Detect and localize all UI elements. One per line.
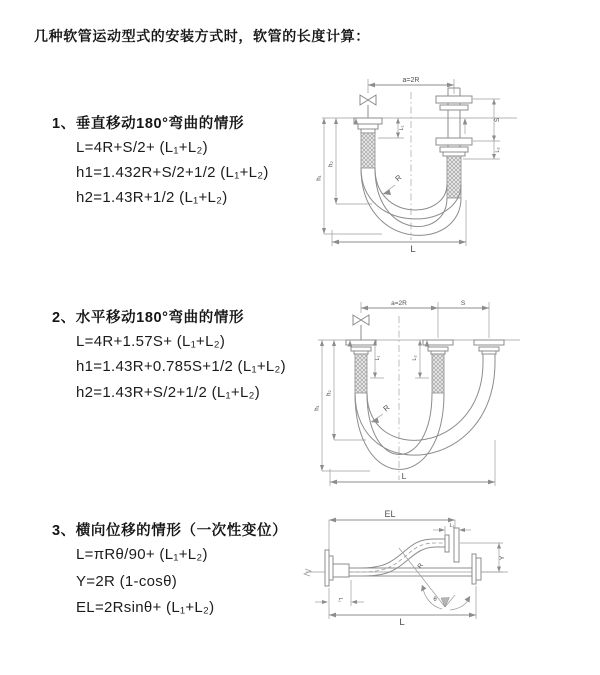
section-1-formula-h2: h2=1.43R+1/2 (L₁+L₂): [76, 189, 228, 206]
d3-dim-el: [329, 509, 455, 552]
valve-icon: [360, 95, 376, 118]
d2-dim-a2r: [361, 300, 489, 338]
diagram-lateral-displacement: [302, 510, 517, 628]
d3-left-flange: [325, 550, 349, 586]
d2-label-l1: L₁: [375, 355, 381, 361]
d3-label-l1-bottom: L₁: [337, 597, 343, 603]
d1-label-a2r: a=2R: [402, 77, 420, 84]
d2-dim-l1: [370, 340, 384, 378]
d3-dim-l1-bottom: [315, 580, 364, 606]
d1-dim-a2r: [368, 77, 454, 94]
section-1-formula-l: L=4R+S/2+ (L₁+L₂): [76, 139, 208, 156]
d1-label-r: R: [393, 172, 404, 184]
d3-label-theta: θ: [433, 597, 437, 603]
section-3-heading: 3、横向位移的情形（一次性变位）: [52, 523, 288, 539]
diagram-vertical-180-bend: [310, 72, 578, 254]
section-3-formula-l: L=πRθ/90+ (L₁+L₂): [76, 546, 208, 563]
d3-label-el: EL: [384, 509, 396, 519]
d2-label-h2: h₂: [326, 390, 333, 396]
d2-radius-label: [371, 403, 392, 423]
d3-hose-curve: [349, 528, 459, 576]
section-1-formula-h1: h1=1.432R+S/2+1/2 (L₁+L₂): [76, 164, 269, 181]
d2-label-l2: L₂: [412, 355, 418, 361]
d2-label-s: S: [460, 300, 466, 307]
section-2-formula-l: L=4R+1.57S+ (L₁+L₂): [76, 333, 226, 350]
section-2-formula-h1: h1=1.43R+0.785S+1/2 (L₁+L₂): [76, 358, 286, 375]
d2-label-l: L: [401, 471, 407, 481]
section-3-formula-y: Y=2R (1-cosθ): [76, 573, 178, 590]
d2-label-r: R: [381, 402, 392, 414]
section-1-heading: 1、垂直移动180°弯曲的情形: [52, 116, 245, 132]
page-title: 几种软管运动型式的安装方式时，软管的长度计算：: [34, 28, 370, 44]
section-2-heading: 2、水平移动180°弯曲的情形: [52, 310, 245, 326]
valve-icon: [353, 315, 369, 340]
d2-dim-s: [438, 300, 489, 310]
diagram-horizontal-180-bend: [308, 290, 585, 490]
d3-dim-l1-top: [433, 523, 471, 534]
d2-label-h1: h₁: [314, 405, 321, 411]
d1-dim-s: [473, 99, 501, 141]
d1-label-h2: h₂: [328, 161, 335, 167]
d3-label-r: R: [416, 562, 425, 571]
d3-label-l: L: [399, 617, 405, 628]
d1-label-l: L: [410, 244, 416, 255]
d2-dim-l-bottom: [330, 440, 495, 486]
section-3-formula-el: EL=2Rsinθ+ (L₁+L₂): [76, 599, 215, 616]
section-2-formula-h2: h2=1.43R+S/2+1/2 (L₁+L₂): [76, 384, 261, 401]
d1-label-s: S: [494, 117, 501, 123]
d2-label-a2r: a=2R: [391, 300, 407, 307]
d1-hose-curves: [361, 168, 461, 235]
d1-label-l1: L₁: [399, 125, 405, 131]
d3-label-y: Y: [499, 555, 506, 561]
d1-radius-label: [383, 173, 404, 195]
d1-left-flange: [354, 118, 382, 168]
d1-label-l2: L₂: [495, 147, 501, 153]
d3-label-l1-top: L₁: [449, 523, 455, 529]
d2-right-flange: [474, 340, 504, 362]
d2-left-flange: [346, 340, 376, 393]
d1-label-h1: h₁: [316, 175, 323, 181]
d1-right-pipe: [436, 88, 472, 198]
d3-break-mark: [304, 569, 311, 576]
d2-middle-flange: [423, 340, 453, 393]
